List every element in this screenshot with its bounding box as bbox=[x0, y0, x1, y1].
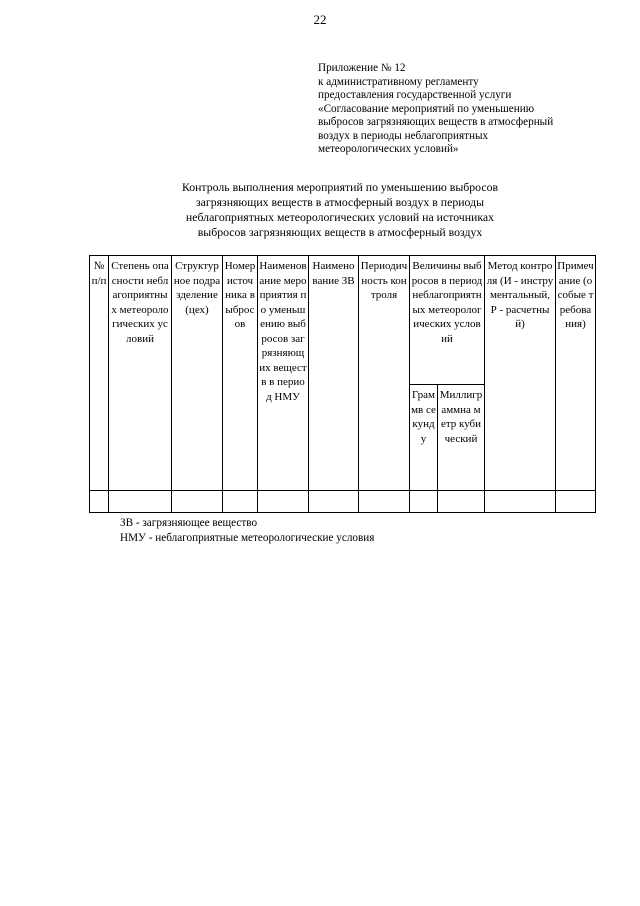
legend-nmu: НМУ - неблагоприятные метеорологические условия bbox=[120, 532, 375, 544]
table-cell bbox=[438, 491, 485, 513]
header-mg-per-cubic-meter: Миллиграммна метр кубический bbox=[438, 385, 485, 491]
table-cell bbox=[258, 491, 309, 513]
table-row bbox=[90, 491, 596, 513]
table-cell bbox=[109, 491, 172, 513]
document-title bbox=[150, 180, 530, 240]
table-cell bbox=[556, 491, 596, 513]
title-line: неблагоприятных метеорологических условий на источниках bbox=[185, 210, 495, 224]
title-line: загрязняющих веществ в атмосферный воздух в периоды bbox=[195, 195, 485, 209]
appendix-block bbox=[318, 62, 618, 157]
header-control-method: Метод контроля (И - инструментальный, Р - расчетный) bbox=[485, 256, 556, 491]
control-table bbox=[89, 255, 596, 513]
header-emission-values: Величины выбросов в период неблагоприятных метеорологических условий bbox=[410, 256, 485, 385]
table-cell bbox=[172, 491, 223, 513]
title-line: Контроль выполнения мероприятий по уменьшению выбросов bbox=[181, 180, 499, 194]
header-control-period: Периодичность контроля bbox=[359, 256, 410, 491]
header-measure-name: Наименование мероприятия по уменьшению выбросов загрязняющих веществ в период НМУ bbox=[258, 256, 309, 491]
header-source-number: Номер источника выбросов bbox=[223, 256, 258, 491]
appendix-line: «Согласование мероприятий по уменьшению bbox=[318, 102, 535, 115]
header-notes: Примечание (особые требования) bbox=[556, 256, 596, 491]
appendix-line: выбросов загрязняющих веществ в атмосферный bbox=[318, 116, 554, 128]
header-structural-unit: Структурное подразделение (цех) bbox=[172, 256, 223, 491]
table-cell bbox=[410, 491, 438, 513]
appendix-line: предоставления государственной услуги bbox=[318, 89, 512, 101]
table-cell bbox=[309, 491, 359, 513]
table-cell bbox=[90, 491, 109, 513]
appendix-line: к административному регламенту bbox=[318, 75, 479, 88]
table-cell bbox=[359, 491, 410, 513]
abbreviation-legend bbox=[120, 516, 374, 546]
table-cell bbox=[485, 491, 556, 513]
header-number: № п/п bbox=[90, 256, 109, 491]
appendix-line: метеорологических условий» bbox=[318, 143, 459, 155]
appendix-line: Приложение № 12 bbox=[318, 62, 406, 74]
header-grams-per-second: Граммв секунду bbox=[410, 385, 438, 491]
table-cell bbox=[223, 491, 258, 513]
header-danger-degree: Степень опасности неблагоприятных метеорологических условий bbox=[109, 256, 172, 491]
page-number: 22 bbox=[313, 12, 327, 27]
header-pollutant-name: Наименование ЗВ bbox=[309, 256, 359, 491]
title-line: выбросов загрязняющих веществ в атмосферный воздух bbox=[197, 225, 483, 239]
legend-zv: ЗВ - загрязняющее вещество bbox=[120, 517, 258, 529]
appendix-line: воздух в периоды неблагоприятных bbox=[318, 129, 489, 142]
